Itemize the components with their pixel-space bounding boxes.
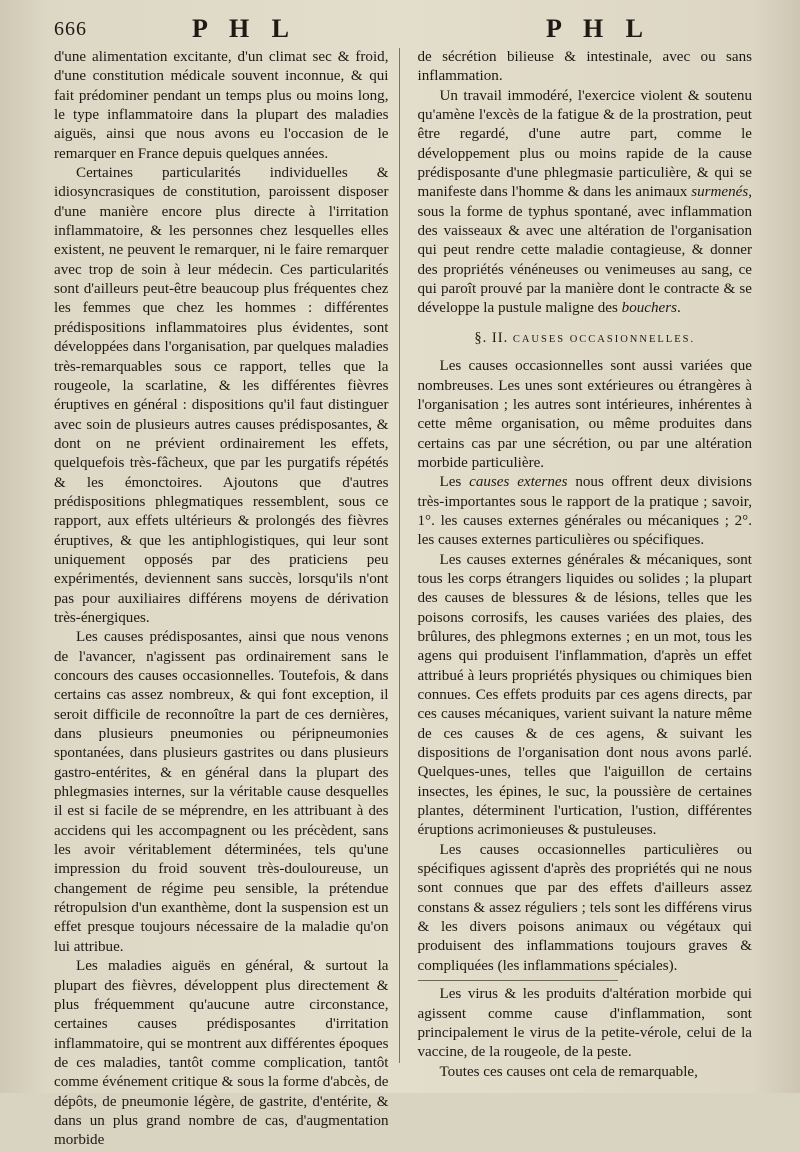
text-run: , sous la forme de typhus spontané, avec inflammation des vaisseaux & avec une altération de l'organisation qui peut rendre cette maladie contagieuse, & donner des propriétés vénéneuses ou venimeuses au sang, ce qui paroît prouvé par la manière dont le contracte & se développe la pustule maligne des (417, 184, 752, 317)
paragraph: de sécrétion bilieuse & intestinale, avec ou sans inflammation. (417, 49, 752, 85)
divider (418, 980, 619, 981)
right-column (416, 48, 753, 1080)
italic-term: causes externes (469, 474, 568, 491)
page-header (54, 14, 752, 48)
text-run: Les (439, 474, 470, 491)
italic-term: surmenés (691, 184, 749, 201)
paragraph: Les causes occasionnelles particulières ou spécifiques agissent d'après des propriétés qui ne nous sont connues que par des effets d'ailleurs assez constans & assez réguliers ; tels sont les différens virus & les divers poisons animaux ou végétaux qui produisent des inflammations toujours graves & compliquées (les inflammations spéciales). (417, 841, 752, 974)
italic-term: bouchers (621, 300, 677, 317)
running-head-right: P H L (546, 14, 652, 43)
paragraph (418, 87, 753, 319)
paragraph: Certaines particularités individuelles & idiosyncrasiques de constitution, paroissent disposer d'une manière encore plus directe à l'irritation inflammatoire, & les personnes chez lesquelles elles existent, ne peuvent le remarquer, ni le faire remarquer avec trop de soin à leur médecin. Ces particularités sont d'ailleurs peut-être beaucoup plus fréquentes chez les femmes que chez les hommes : différentes prédispositions inflammatoires plus évidentes, sont développées dans l'organisation, par quelques maladies très-remarquables sous ce rapport, telles que la rougeole, la scarlatine, & les différentes fièvres éruptives en général : dispositions qu'il faut distinguer avec soin de plusieurs autres causes prédisposantes, & dont on ne prévient ordinairement les effets, quelquefois très-fâcheux, que par les purgatifs répétés & les émonctoires. Ajoutons que d'autres prédispositions phlegmatiques ressemblent, sous ce rapport, aux effets ultérieurs & prolongés des fièvres éruptives, & que les antiphlogistiques, qui leur sont uniquement opposés par des praticiens peu expérimentés, deviennent sans succès, lorsqu'ils n'ont pas pour auxiliaires différens moyens de dérivation très-énergiques. (54, 165, 389, 626)
paragraph: Les causes prédisposantes, ainsi que nous venons de l'avancer, n'agissent pas ordinairement sans le concours des causes occasionnelles. Toutefois, & dans certains cas assez nombreux, & qui font exception, il seroit difficile de reconnoître la part de ces dernières, dans plusieurs pneumonies ou péripneumonies spontanées, dans plusieurs gastrites ou dans plusieurs gastro-entérites, & en général dans la plupart des phlegmasies internes, sur la véritable cause desquelles il est si facile de se méprendre, en les attribuant à des accidens qui les accompagnent ou les précèdent, sans les avoir véritablement déterminées, tels qu'une impression du froid souvent très-douloureuse, un changement de régime peu sensible, la prétendue rétropulsion d'un exanthème, dont la suspension est un effet presque toujours nécessaire de la maladie qu'on lui attribue. (54, 629, 389, 955)
section-title: CAUSES OCCASIONNELLES. (512, 333, 696, 345)
section-number: §. II. (474, 329, 509, 346)
text-run: . (676, 300, 681, 317)
section-heading (418, 329, 753, 349)
running-head-left: P H L (192, 14, 298, 43)
page-number: 666 (54, 18, 87, 40)
text-run: Un travail immodéré, l'exercice violent & soutenu qu'amène l'excès de la fatigue & de la prostration, peut être regardé, d'une autre part, comme le développement plus ou moins rapide de la cause prédisposante d'une phlegmasie particulière, & qui se manifeste dans l'homme & dans les animaux (417, 87, 752, 201)
paragraph: Les maladies aiguës en général, & surtout la plupart des fièvres, développent plus directement & plus fréquemment qu'aucune autre circonstance, certaines causes prédisposantes d'irritation inflammatoire, qui se montrent aux différentes époques de ces maladies, tantôt comme complication, tantôt comme événement critique & sous la forme d'abcès, de dépôts, de pneumonie légère, de gastrite, d'entérite, & dans un plus grand nombre de cas, d'augmentation morbide (54, 958, 389, 1149)
paragraph: Les causes occasionnelles sont aussi variées que nombreuses. Les unes sont extérieures ou étrangères à l'organisation ; les autres sont intérieures, inhérentes à cette même organisation, ou même produites dans certains cas par une sécrétion, ou par une altération morbide particulière. (417, 358, 752, 471)
paragraph (418, 473, 753, 550)
left-column (54, 48, 400, 1149)
text-run: nous offrent deux divisions très-importantes sous le rapport de la pratique ; savoir, 1°. les causes externes générales ou mécaniques ; 2°. les causes externes particulières ou spécifiques. (417, 474, 752, 549)
text-columns (54, 48, 752, 1149)
paragraph: Toutes ces causes ont cela de remarquable, (439, 1063, 698, 1080)
paragraph: Les virus & les produits d'altération morbide qui agissent comme cause d'inflammation, sont principalement le virus de la petite-vérole, celui de la vaccine, de la rougeole, de la peste. (417, 986, 752, 1061)
paragraph: Les causes externes générales & mécaniques, sont tous les corps étrangers liquides ou solides ; la plupart des causes de blessures & de lésions, telles que les poisons corrosifs, les causes variées des plaies, des brûlures, des phlegmons externes ; en un mot, tous les agens qui produisent l'inflammation, d'après un effet attribué à leurs propriétés physiques ou chimiques bien connues. Ces effets produits par ces agens directs, par ces causes mécaniques, varient suivant la nature même de ces causes & de ces agens, & suivant les dispositions de l'organisation dont nous avons parlé. Quelques-unes, telles que l'aiguillon de certains insectes, les épines, le suc, la poussière de certaines plantes, déterminent l'urtication, l'ustion, différentes éruptions acrimonieuses & pustuleuses. (417, 551, 752, 839)
paragraph: d'une alimentation excitante, d'un climat sec & froid, d'une constitution médicale souvent inconnue, & qui fait prédominer pendant un temps plus ou moins long, le type inflammatoire dans la plupart des maladies aiguës, ainsi que nous avons eu l'occasion de le remarquer en France depuis quelques années. (54, 49, 389, 162)
